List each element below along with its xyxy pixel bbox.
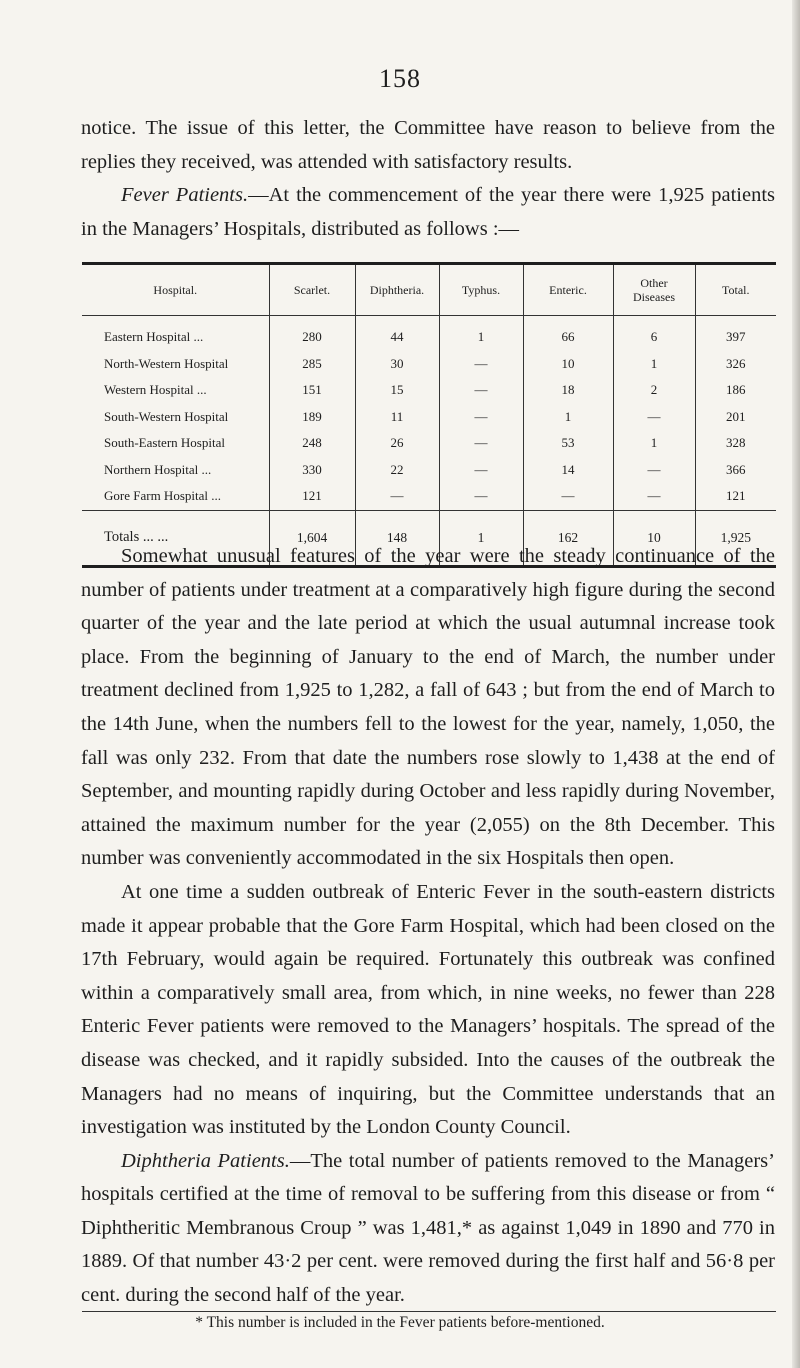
cell-diphtheria: 22 xyxy=(355,457,439,484)
cell-other: — xyxy=(613,404,695,431)
cell-enteric: 66 xyxy=(523,316,613,351)
cell-other: 1 xyxy=(613,430,695,457)
cell-scarlet: 330 xyxy=(269,457,355,484)
cell-scarlet: 280 xyxy=(269,316,355,351)
intro-text xyxy=(81,112,775,246)
cell-typhus: — xyxy=(439,377,523,404)
table-header-row xyxy=(82,264,776,316)
cell-scarlet: 151 xyxy=(269,377,355,404)
intro-paragraph: notice. The issue of this letter, the Committee have reason to believe from the replies they received, was attended with satisfactory results. xyxy=(81,117,775,173)
cell-scarlet: 248 xyxy=(269,430,355,457)
diphtheria-paragraph xyxy=(81,1145,775,1313)
col-header-scarlet: Scarlet. xyxy=(269,264,355,316)
cell-total: 201 xyxy=(695,404,776,431)
cell-enteric: 14 xyxy=(523,457,613,484)
table-row xyxy=(82,483,776,510)
cell-enteric: 1 xyxy=(523,404,613,431)
cell-typhus: — xyxy=(439,351,523,378)
cell-scarlet: 285 xyxy=(269,351,355,378)
total-typhus: 1 xyxy=(439,510,523,566)
cell-diphtheria: — xyxy=(355,483,439,510)
cell-enteric: 18 xyxy=(523,377,613,404)
col-header-enteric: Enteric. xyxy=(523,264,613,316)
footnote: * This number is included in the Fever patients before-mentioned. xyxy=(195,1314,605,1331)
cell-typhus: — xyxy=(439,483,523,510)
body-paragraph-2: At one time a sudden outbreak of Enteric Fever in the south-eastern districts made it appear probable that the Gore Farm Hospital, which had been closed on the 17th February, would again be required. Fortunately this outbreak was confined within a comparatively small area, from which, in nine weeks, no fewer than 228 Enteric Fever patients were removed to the Managers’ hospitals. The spread of the disease was checked, and it rapidly subsided. Into the causes of the outbreak the Managers had no means of inquiring, but the Committee understands that an investigation was instituted by the London County Council. xyxy=(81,880,775,1139)
table-row xyxy=(82,457,776,484)
cell-typhus: — xyxy=(439,457,523,484)
cell-typhus: 1 xyxy=(439,316,523,351)
fever-patients-heading: Fever Patients. xyxy=(121,184,249,207)
cell-total: 366 xyxy=(695,457,776,484)
total-grand: 1,925 xyxy=(695,510,776,566)
diphtheria-heading: Diphtheria Patients. xyxy=(121,1149,290,1172)
page-edge-shadow xyxy=(792,0,800,1368)
cell-other: — xyxy=(613,457,695,484)
cell-total: 186 xyxy=(695,377,776,404)
cell-typhus: — xyxy=(439,404,523,431)
diphtheria-text: —The total number of patients removed to the Managers’ hospitals certified at the time of removal to be suffering from this disease or from “ Diphtheritic Membranous Croup ” was 1,481,* as against 1,049 in 1890 and 770 in 1889. Of that number 43·2 per cent. were removed during the first half and 56·8 per cent. during the second half of the year. xyxy=(81,1149,775,1307)
table-row xyxy=(82,351,776,378)
cell-diphtheria: 11 xyxy=(355,404,439,431)
col-header-hospital: Hospital. xyxy=(82,264,269,316)
body-paragraph-1: Somewhat unusual features of the year were the steady continuance of the number of patients under treatment at a comparatively high figure during the second quarter of the year and the late period at which the usual autumnal increase took place. From the beginning of January to the end of March, the number under treatment declined from 1,925 to 1,282, a fall of 643 ; but from the end of March to the 14th June, when the numbers fell to the lowest for the year, namely, 1,050, the fall was only 232. From that date the numbers rose slowly to 1,438 at the end of September, and mounting rapidly during October and less rapidly during November, attained the maximum number for the year (2,055) on the 8th December. This number was conveniently accommodated in the six Hospitals then open. xyxy=(81,545,775,870)
table-row xyxy=(82,430,776,457)
cell-hospital: Northern Hospital ... xyxy=(104,461,212,477)
total-enteric: 162 xyxy=(523,510,613,566)
col-header-other-diseases: Other Diseases xyxy=(613,264,695,316)
cell-hospital: Eastern Hospital ... xyxy=(104,329,204,345)
cell-scarlet: 189 xyxy=(269,404,355,431)
cell-hospital: South-Eastern Hospital xyxy=(104,435,225,451)
hospital-distribution-table xyxy=(82,262,776,568)
page-number: 158 xyxy=(379,64,421,93)
table-row xyxy=(82,404,776,431)
cell-total: 326 xyxy=(695,351,776,378)
cell-scarlet: 121 xyxy=(269,483,355,510)
cell-hospital: North-Western Hospital xyxy=(104,355,229,371)
cell-hospital: Gore Farm Hospital ... xyxy=(104,488,221,504)
totals-label: Totals ... ... xyxy=(82,510,269,566)
cell-hospital: Western Hospital ... xyxy=(104,382,207,398)
cell-enteric: 10 xyxy=(523,351,613,378)
col-header-diphtheria: Diphtheria. xyxy=(355,264,439,316)
cell-hospital: South-Western Hospital xyxy=(104,408,229,424)
cell-other: 2 xyxy=(613,377,695,404)
cell-other: 6 xyxy=(613,316,695,351)
cell-other: — xyxy=(613,483,695,510)
col-header-typhus: Typhus. xyxy=(439,264,523,316)
footnote-rule xyxy=(82,1311,776,1312)
body-text xyxy=(81,540,775,1313)
table-row xyxy=(82,377,776,404)
cell-other: 1 xyxy=(613,351,695,378)
cell-total: 397 xyxy=(695,316,776,351)
fever-patients-text: —At the commencement of the year there were 1,925 patients in the Managers’ Hospitals, distributed as follows :— xyxy=(81,184,775,240)
total-diphtheria: 148 xyxy=(355,510,439,566)
cell-diphtheria: 15 xyxy=(355,377,439,404)
cell-diphtheria: 30 xyxy=(355,351,439,378)
cell-diphtheria: 44 xyxy=(355,316,439,351)
col-header-total: Total. xyxy=(695,264,776,316)
table-row xyxy=(82,316,776,351)
cell-typhus: — xyxy=(439,430,523,457)
cell-enteric: 53 xyxy=(523,430,613,457)
cell-total: 328 xyxy=(695,430,776,457)
cell-diphtheria: 26 xyxy=(355,430,439,457)
cell-enteric: — xyxy=(523,483,613,510)
total-other: 10 xyxy=(613,510,695,566)
cell-total: 121 xyxy=(695,483,776,510)
fever-patients-paragraph xyxy=(81,179,775,246)
total-scarlet: 1,604 xyxy=(269,510,355,566)
